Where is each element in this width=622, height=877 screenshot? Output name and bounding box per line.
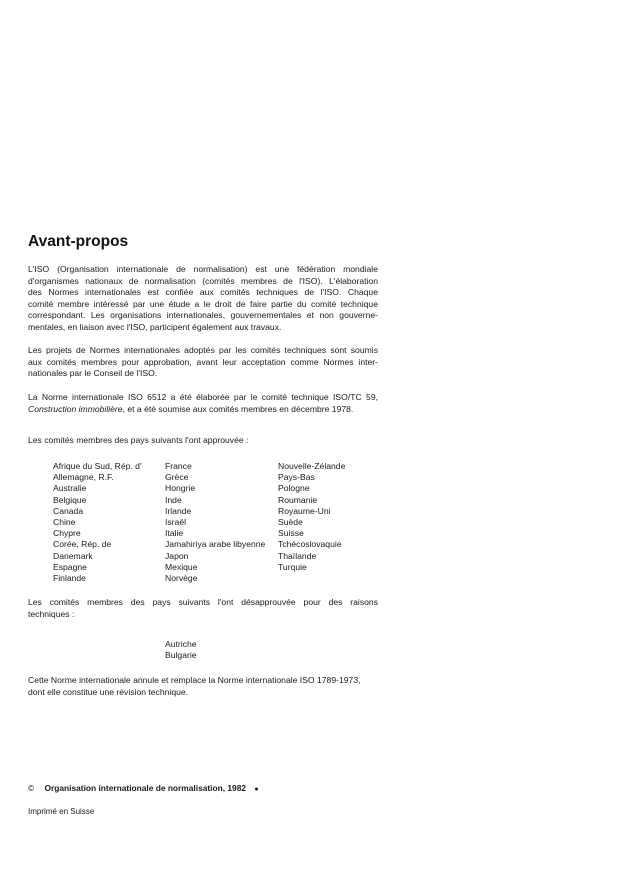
country: Inde bbox=[165, 494, 182, 505]
replacement-paragraph bbox=[28, 675, 378, 698]
text-line: nationales par le Conseil de l'ISO. bbox=[28, 368, 158, 378]
page-title: Avant-propos bbox=[28, 233, 129, 250]
country: Tchécoslovaquie bbox=[278, 539, 342, 550]
text-line: La Norme internationale ISO 6512 a été élaborée par le comité technique ISO/TC 59, bbox=[28, 392, 378, 402]
text-line: aux comités membres pour approbation, avant leur acceptation comme Normes inter- bbox=[28, 356, 378, 367]
text-line: mentales, en liaison avec l'ISO, participent également aux travaux. bbox=[28, 321, 282, 332]
text-line: , et a été soumise aux comités membres en décembre 1978. bbox=[122, 403, 354, 414]
country: Suède bbox=[278, 517, 303, 528]
country: Bulgarie bbox=[165, 650, 197, 661]
text-line: des Normes internationales est confiée aux comités techniques de l'ISO. Chaque bbox=[28, 287, 378, 297]
country: Afrique du Sud, Rép. d' bbox=[53, 461, 142, 471]
disapproved-intro bbox=[28, 597, 378, 620]
country: Irlande bbox=[165, 505, 192, 516]
country: Turquie bbox=[278, 561, 307, 572]
approval-process-paragraph bbox=[28, 345, 378, 380]
country: Israël bbox=[165, 517, 187, 528]
text-line: d'organismes nationaux de normalisation (comités membres de l'ISO). L'élaboration bbox=[28, 275, 378, 286]
country: Jamahiriya arabe libyenne bbox=[165, 539, 266, 550]
standard-origin-paragraph bbox=[28, 392, 378, 415]
country: Italie bbox=[165, 528, 184, 539]
approved-column-2 bbox=[165, 461, 265, 584]
intro-paragraph bbox=[28, 264, 378, 333]
text-line: Les projets de Normes internationales adoptés par les comités techniques sont soumis bbox=[28, 345, 378, 355]
country: Corée, Rép. de bbox=[53, 539, 112, 550]
copyright-line bbox=[28, 783, 259, 793]
disapproved-countries bbox=[165, 639, 197, 661]
country: Thaïlande bbox=[278, 550, 317, 561]
text-line: comité membre intéressé par une étude a le droit de faire partie du comité technique bbox=[28, 298, 378, 309]
printed-in: Imprimé en Suisse bbox=[28, 807, 95, 816]
country: Norvège bbox=[165, 573, 198, 584]
country: France bbox=[165, 461, 192, 471]
approved-column-3 bbox=[278, 461, 345, 573]
country: Hongrie bbox=[165, 483, 196, 494]
copyright-text: Organisation internationale de normalisation, 1982 bbox=[44, 783, 247, 793]
country: Pays-Bas bbox=[278, 472, 315, 483]
text-line: dont elle constitue une révision technique. bbox=[28, 686, 189, 697]
copyright-icon: © bbox=[28, 783, 35, 793]
approved-intro bbox=[28, 435, 378, 447]
country: Australie bbox=[53, 483, 87, 494]
country: Belgique bbox=[53, 494, 87, 505]
text-line: Les comités membres des pays suivants l'ont approuvée : bbox=[28, 435, 249, 445]
country: Allemagne, R.F. bbox=[53, 472, 114, 483]
text-line: L'ISO (Organisation internationale de normalisation) est une fédération mondiale bbox=[28, 264, 378, 274]
country: Autriche bbox=[165, 639, 197, 649]
approved-column-1 bbox=[53, 461, 142, 584]
country: Chypre bbox=[53, 528, 81, 539]
country: Japon bbox=[165, 550, 189, 561]
country: Grèce bbox=[165, 472, 189, 483]
country: Suisse bbox=[278, 528, 304, 539]
country: Danemark bbox=[53, 550, 93, 561]
country: Mexique bbox=[165, 561, 198, 572]
country: Espagne bbox=[53, 561, 87, 572]
country: Nouvelle-Zélande bbox=[278, 461, 346, 471]
text-line: Les comités membres des pays suivants l'ont désapprouvée pour des raisons bbox=[28, 597, 378, 607]
country: Pologne bbox=[278, 483, 310, 494]
country: Canada bbox=[53, 505, 84, 516]
text-line: techniques : bbox=[28, 608, 75, 619]
text-line: correspondant. Les organisations internationales, gouvernementales et non gouverne- bbox=[28, 310, 378, 320]
text-line: Cette Norme internationale annule et remplace la Norme internationale ISO 1789-1973, bbox=[28, 675, 361, 685]
country: Chine bbox=[53, 517, 76, 528]
bullet-icon: ● bbox=[254, 786, 259, 793]
country: Roumanie bbox=[278, 494, 318, 505]
country: Finlande bbox=[53, 573, 86, 584]
country: Royaume-Uni bbox=[278, 505, 331, 516]
committee-title: Construction immobilière bbox=[28, 403, 123, 414]
